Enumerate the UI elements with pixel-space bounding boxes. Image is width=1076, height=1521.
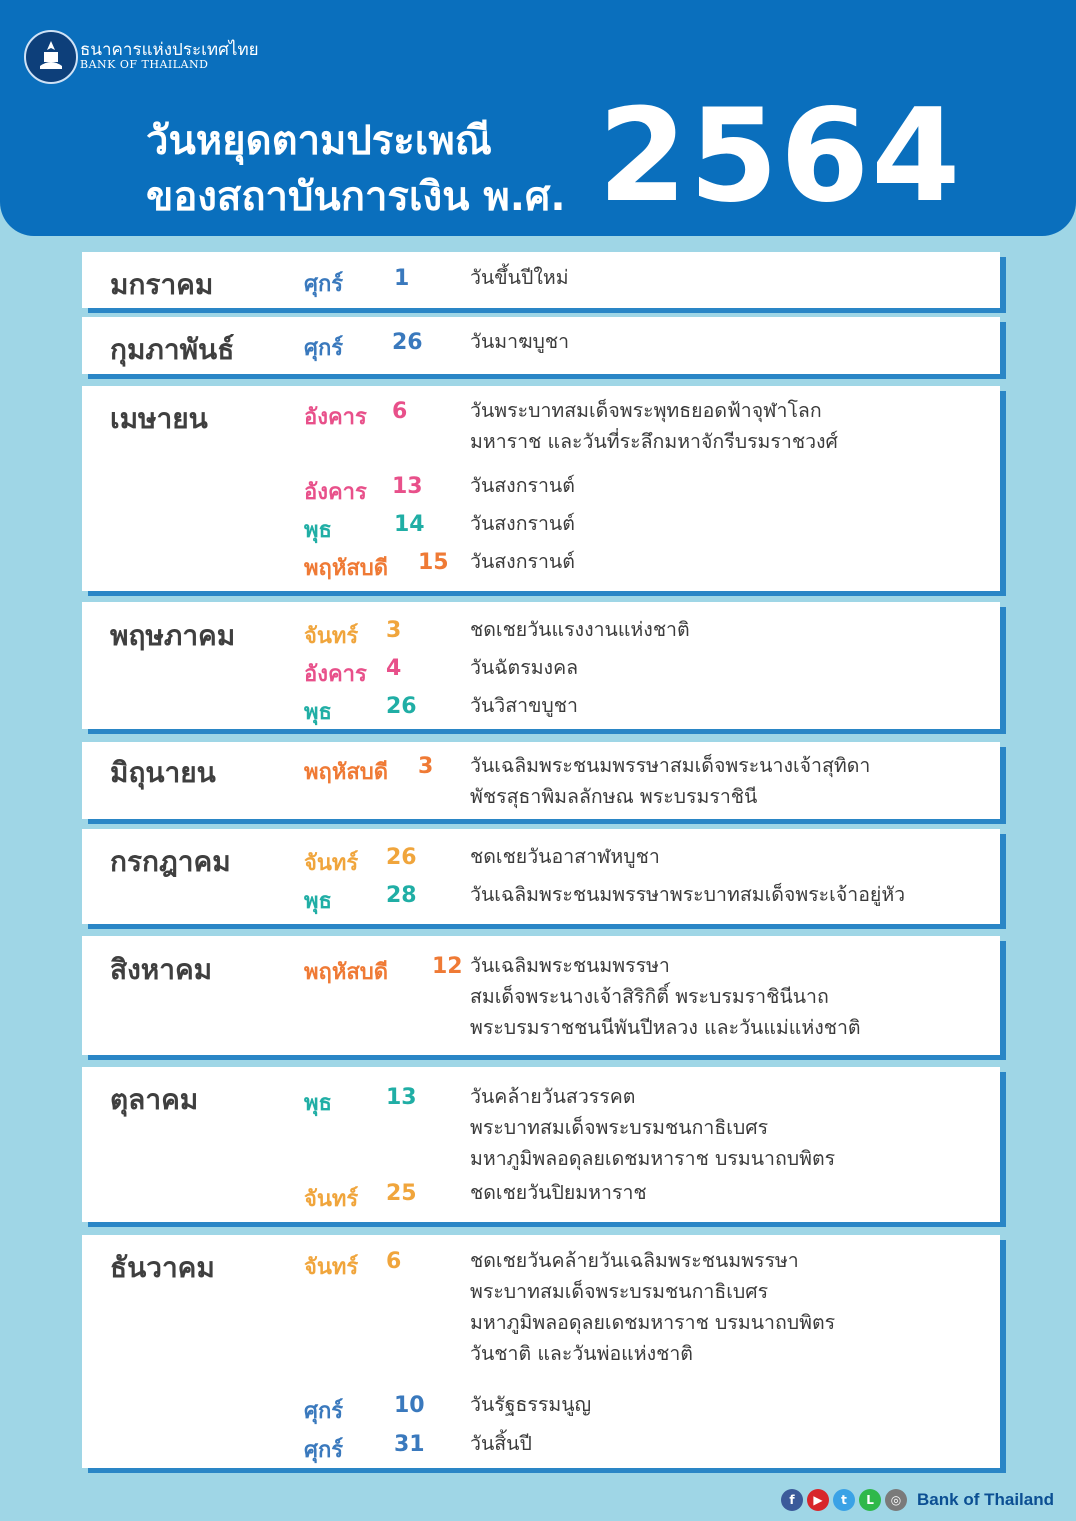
holiday-date: 6 — [386, 1249, 402, 1274]
line-icon[interactable]: L — [859, 1489, 881, 1511]
holiday-date: 15 — [418, 550, 449, 575]
page-title-line2: ของสถาบันการเงิน พ.ศ. — [146, 174, 566, 220]
holiday-description — [470, 879, 905, 910]
holiday-date: 14 — [394, 512, 425, 537]
holiday-date: 1 — [394, 266, 410, 291]
month-name: สิงหาคม — [110, 953, 213, 986]
holiday-date: 13 — [386, 1085, 417, 1110]
holiday-description — [470, 750, 870, 812]
month-card — [82, 1235, 1000, 1468]
holiday-weekday: จันทร์ — [304, 1255, 359, 1280]
holiday-description — [470, 546, 575, 577]
description-line: วันสงกรานต์ — [470, 512, 575, 535]
bank-logo — [24, 30, 78, 84]
bank-name-english: BANK OF THAILAND — [80, 58, 209, 71]
footer-label: Bank of Thailand — [917, 1490, 1054, 1509]
holiday-date: 10 — [394, 1393, 425, 1418]
holiday-weekday: จันทร์ — [304, 1187, 359, 1212]
month-card — [82, 252, 1000, 308]
description-line: ชดเชยวันอาสาฬหบูชา — [470, 845, 660, 868]
description-line: วันพระบาทสมเด็จพระพุทธยอดฟ้าจุฬาโลก — [470, 399, 822, 422]
year-label: 2564 — [598, 82, 963, 231]
description-line: วันฉัตรมงคล — [470, 656, 579, 679]
holiday-description — [470, 262, 569, 293]
holiday-description — [470, 1389, 591, 1420]
month-name: เมษายน — [110, 402, 208, 435]
footer — [781, 1489, 1054, 1511]
description-line: วันรัฐธรรมนูญ — [470, 1393, 592, 1416]
description-line: วันเฉลิมพระชนมพรรษา — [470, 954, 670, 977]
holiday-weekday: พุธ — [304, 889, 332, 914]
holiday-description — [470, 326, 569, 357]
description-line: พัชรสุธาพิมลลักษณ พระบรมราชินี — [470, 785, 758, 808]
month-card — [82, 386, 1000, 591]
holiday-description — [470, 652, 578, 683]
holiday-date: 26 — [386, 845, 417, 870]
month-name: กุมภาพันธ์ — [110, 333, 235, 366]
holiday-weekday: อังคาร — [304, 480, 367, 505]
holiday-description — [470, 508, 575, 539]
holiday-description — [470, 950, 861, 1043]
web-icon[interactable]: ◎ — [885, 1489, 907, 1511]
emblem-icon — [34, 38, 68, 74]
description-line: วันชาติ และวันพ่อแห่งชาติ — [470, 1342, 693, 1365]
month-card — [82, 829, 1000, 924]
holiday-weekday: พฤหัสบดี — [304, 760, 389, 785]
description-line: สมเด็จพระนางเจ้าสิริกิติ์ พระบรมราชินีนาถ — [470, 985, 829, 1008]
description-line: พระบาทสมเด็จพระบรมชนกาธิเบศร — [470, 1280, 769, 1303]
holiday-description — [470, 841, 660, 872]
month-name: พฤษภาคม — [110, 619, 236, 652]
description-line: พระบาทสมเด็จพระบรมชนกาธิเบศร — [470, 1116, 769, 1139]
holiday-weekday: พุธ — [304, 1091, 332, 1116]
month-card — [82, 602, 1000, 729]
holiday-description — [470, 395, 838, 457]
month-card — [82, 1067, 1000, 1222]
description-line: วันสงกรานต์ — [470, 474, 575, 497]
description-line: ชดเชยวันคล้ายวันเฉลิมพระชนมพรรษา — [470, 1249, 799, 1272]
holiday-date: 3 — [418, 754, 434, 779]
youtube-icon[interactable]: ▶ — [807, 1489, 829, 1511]
holiday-date: 26 — [386, 694, 417, 719]
description-line: วันสิ้นปี — [470, 1432, 532, 1455]
description-line: พระบรมราชชนนีพันปีหลวง และวันแม่แห่งชาติ — [470, 1016, 861, 1039]
holiday-weekday: ศุกร์ — [304, 272, 344, 297]
holiday-date: 6 — [392, 399, 408, 424]
month-card — [82, 936, 1000, 1055]
header-banner — [0, 0, 1076, 236]
social-icons — [781, 1489, 907, 1511]
twitter-icon[interactable]: t — [833, 1489, 855, 1511]
holiday-date: 12 — [432, 954, 463, 979]
holiday-weekday: อังคาร — [304, 405, 367, 430]
holiday-description — [470, 1177, 647, 1208]
description-line: วันเฉลิมพระชนมพรรษาพระบาทสมเด็จพระเจ้าอยู่หัว — [470, 883, 906, 906]
holiday-date: 28 — [386, 883, 417, 908]
month-card — [82, 317, 1000, 374]
holiday-weekday: พฤหัสบดี — [304, 960, 389, 985]
description-line: วันมาฆบูชา — [470, 330, 570, 353]
holiday-weekday: พุธ — [304, 700, 332, 725]
description-line: วันเฉลิมพระชนมพรรษาสมเด็จพระนางเจ้าสุทิดา — [470, 754, 871, 777]
month-name: มกราคม — [110, 268, 214, 301]
holiday-weekday: อังคาร — [304, 662, 367, 687]
bank-name-thai: ธนาคารแห่งประเทศไทย — [80, 40, 259, 60]
description-line: วันสงกรานต์ — [470, 550, 575, 573]
description-line: ชดเชยวันปิยมหาราช — [470, 1181, 647, 1204]
holiday-weekday: พุธ — [304, 518, 332, 543]
description-line: มหาภูมิพลอดุลยเดชมหาราช บรมนาถบพิตร — [470, 1147, 836, 1170]
month-name: กรกฎาคม — [110, 845, 231, 878]
holiday-date: 26 — [392, 330, 423, 355]
description-line: มหาภูมิพลอดุลยเดชมหาราช บรมนาถบพิตร — [470, 1311, 836, 1334]
holiday-date: 25 — [386, 1181, 417, 1206]
facebook-icon[interactable]: f — [781, 1489, 803, 1511]
holiday-weekday: ศุกร์ — [304, 336, 344, 361]
page-title-line1: วันหยุดตามประเพณี — [146, 118, 492, 164]
month-name: ธันวาคม — [110, 1251, 215, 1284]
holiday-date: 31 — [394, 1432, 425, 1457]
description-line: วันวิสาขบูชา — [470, 694, 578, 717]
description-line: มหาราช และวันที่ระลึกมหาจักรีบรมราชวงศ์ — [470, 430, 838, 453]
holiday-description — [470, 470, 575, 501]
holiday-weekday: จันทร์ — [304, 624, 359, 649]
holiday-date: 13 — [392, 474, 423, 499]
holiday-description — [470, 1081, 835, 1174]
holiday-description — [470, 614, 690, 645]
month-name: มิถุนายน — [110, 756, 216, 789]
description-line: วันขึ้นปีใหม่ — [470, 266, 569, 289]
holiday-description — [470, 1245, 835, 1369]
month-name: ตุลาคม — [110, 1083, 199, 1116]
holiday-description — [470, 1428, 532, 1459]
description-line: วันคล้ายวันสวรรคต — [470, 1085, 636, 1108]
holiday-date: 4 — [386, 656, 402, 681]
holiday-weekday: ศุกร์ — [304, 1438, 344, 1463]
holiday-date: 3 — [386, 618, 402, 643]
description-line: ชดเชยวันแรงงานแห่งชาติ — [470, 618, 690, 641]
month-card — [82, 742, 1000, 819]
holiday-description — [470, 690, 578, 721]
holiday-weekday: พฤหัสบดี — [304, 556, 389, 581]
holiday-weekday: ศุกร์ — [304, 1399, 344, 1424]
holiday-weekday: จันทร์ — [304, 851, 359, 876]
